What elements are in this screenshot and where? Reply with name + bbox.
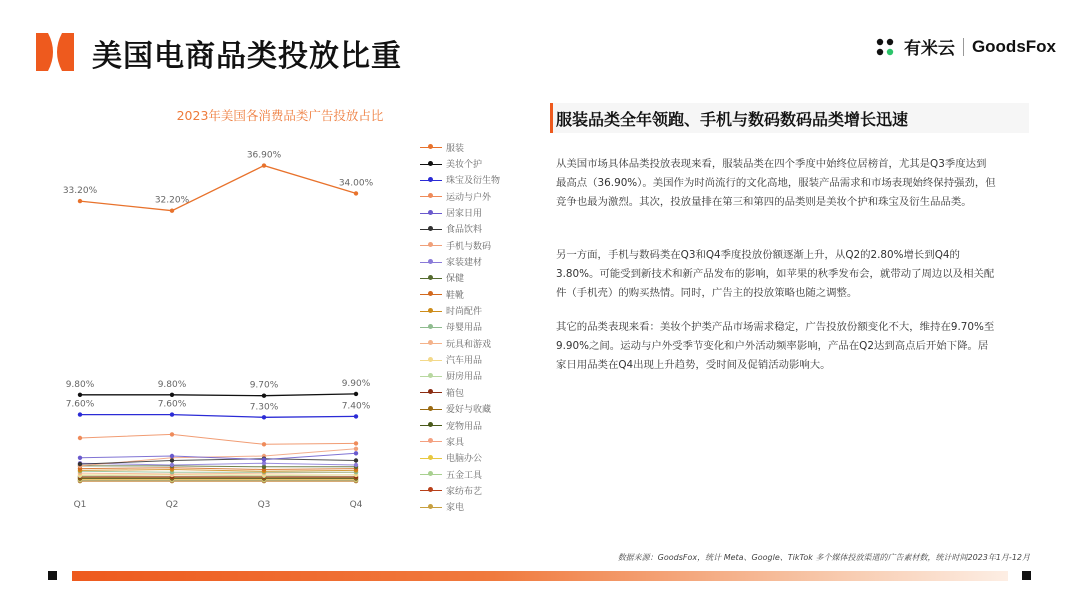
legend-item-2 [420,172,500,188]
data-point-7-3 [354,463,358,467]
legend-item-18 [420,433,500,449]
legend-label-20: 五金工具 [446,470,483,481]
legend-swatch-6 [420,240,442,250]
brand-logos [874,34,1056,59]
youmiyun-logo-icon [874,36,896,58]
series-line-2 [80,415,356,418]
data-point-0-0 [78,199,82,203]
data-label-0-0: 33.20% [62,186,98,197]
brand-goodsfox: GoodsFox [971,36,1056,56]
legend-item-8 [420,270,500,286]
legend-item-6 [420,237,500,253]
legend-swatch-2 [420,175,442,185]
legend-label-3: 运动与户外 [446,192,492,203]
data-point-4-3 [354,451,358,455]
legend-swatch-3 [420,191,442,201]
legend-label-22: 家电 [446,503,465,514]
legend-item-0 [420,139,500,155]
footer-gradient-bar [72,571,1008,581]
data-label-2-1: 7.60% [157,399,187,410]
data-label-0-3: 34.00% [338,178,374,189]
legend-swatch-19 [420,453,442,463]
legend-label-21: 家纺布艺 [446,486,483,497]
legend-swatch-5 [420,224,442,234]
legend-label-17: 宠物用品 [446,421,483,432]
footer-square-right [1022,571,1031,580]
data-point-0-1 [170,209,174,213]
data-point-5-3 [354,458,358,462]
data-point-2-2 [262,415,266,419]
data-label-2-3: 7.40% [341,401,371,412]
legend-swatch-1 [420,159,442,169]
legend-item-15 [420,384,500,400]
brand-divider [963,38,964,56]
legend-item-12 [420,335,500,351]
legend-item-10 [420,302,500,318]
data-point-1-1 [170,393,174,397]
legend-swatch-9 [420,289,442,299]
legend-label-12: 玩具和游戏 [446,339,492,350]
legend-item-21 [420,482,500,498]
legend-label-16: 爱好与收藏 [446,405,492,416]
legend-label-7: 家装建材 [446,258,483,269]
legend-item-3 [420,188,500,204]
page-title: 美国电商品类投放比重 [92,39,402,74]
data-label-0-2: 36.90% [246,150,282,161]
legend-swatch-22 [420,502,442,512]
summary-paragraph-3: 其它的品类表现来看：美妆个护类产品市场需求稳定，广告投放份额变化不大，维持在9.70%至9.90%之间。运动与户外受季节变化和户外活动频率影响，产品在Q2达到高点后开始下降。居家日用品类在Q4出现上升趋势，受时间及促销活动影响大。 [556,321,995,371]
summary-heading: 服装品类全年领跑、手机与数码数码品类增长迅速 [556,110,909,129]
data-point-2-1 [170,412,174,416]
legend-swatch-0 [420,142,442,152]
legend-swatch-13 [420,355,442,365]
x-tick-label-2: Q3 [257,500,271,510]
x-tick-label-0: Q1 [73,500,87,510]
legend-label-2: 珠宝及衍生物 [446,176,501,187]
data-point-6-3 [354,447,358,451]
series-line-1 [80,394,356,396]
footer-square-left [48,571,57,580]
legend-item-22 [420,499,500,515]
data-point-7-1 [170,463,174,467]
data-point-3-2 [262,442,266,446]
data-label-1-0: 9.80% [65,379,95,390]
data-label-2-2: 7.30% [249,402,279,413]
data-point-2-0 [78,412,82,416]
legend-swatch-15 [420,387,442,397]
data-point-0-3 [354,191,358,195]
legend-item-20 [420,466,500,482]
legend-item-14 [420,368,500,384]
series-line-11 [80,471,356,472]
data-point-3-1 [170,432,174,436]
summary-paragraph-1: 从美国市场具体品类投放表现来看，服装品类在四个季度中始终位居榜首，尤其是Q3季度达到最高点（36.90%）。美国作为时尚流行的文化高地，服装产品需求和市场表现始终保持强劲，但竞争也最为激烈。其次，投放量排在第三和第四的品类则是美妆个护和珠宝及衍生品品类。 [556,158,996,208]
series-line-8 [80,466,356,467]
legend-swatch-18 [420,436,442,446]
legend-label-9: 鞋靴 [446,290,465,301]
summary-paragraph-2: 另一方面，手机与数码类在Q3和Q4季度投放份额逐渐上升，从Q2的2.80%增长到Q4的3.80%。可能受到新技术和新产品发布的影响，如苹果的秋季发布会，就带动了周边以及相关配件（手机壳）的购买热情。同时，广告主的投放策略也随之调整。 [556,249,995,299]
series-line-3 [80,434,356,444]
legend-swatch-20 [420,469,442,479]
legend-label-5: 食品饮料 [446,225,483,236]
legend-label-6: 手机与数码 [446,241,492,252]
legend-swatch-14 [420,371,442,381]
data-point-1-0 [78,393,82,397]
brand-logo-icon [36,33,74,71]
legend-item-1 [420,155,500,171]
data-point-3-3 [354,441,358,445]
legend-item-13 [420,351,500,367]
series-line-5 [80,459,356,464]
line-chart [60,128,380,518]
data-point-4-2 [262,457,266,461]
legend-item-19 [420,450,500,466]
legend-swatch-8 [420,273,442,283]
legend-label-8: 保健 [446,274,465,285]
legend-label-11: 母婴用品 [446,323,483,334]
legend-item-17 [420,417,500,433]
data-point-4-1 [170,454,174,458]
chart-legend [420,139,500,515]
legend-label-14: 厨房用品 [446,372,483,383]
legend-label-1: 美妆个护 [446,160,483,171]
data-point-3-0 [78,436,82,440]
data-point-0-2 [262,163,266,167]
x-tick-label-3: Q4 [349,500,363,510]
data-label-0-1: 32.20% [154,195,190,206]
x-tick-label-1: Q2 [165,500,179,510]
legend-label-4: 居家日用 [446,209,483,220]
legend-swatch-7 [420,257,442,267]
chart-title: 2023年美国各消费品类广告投放占比 [176,108,384,123]
data-point-1-2 [262,394,266,398]
legend-item-4 [420,204,500,220]
legend-item-5 [420,221,500,237]
data-label-1-2: 9.70% [249,380,279,391]
data-point-4-0 [78,456,82,460]
brand-youmiyun: 有米云 [903,39,955,59]
data-point-2-3 [354,414,358,418]
legend-label-0: 服装 [446,143,465,154]
data-point-5-1 [170,458,174,462]
series-line-0 [80,166,356,211]
legend-label-10: 时尚配件 [446,307,483,318]
series-line-7 [80,463,356,465]
data-point-5-0 [78,462,82,466]
legend-swatch-16 [420,404,442,414]
legend-swatch-21 [420,485,442,495]
legend-swatch-10 [420,306,442,316]
legend-swatch-12 [420,338,442,348]
legend-item-7 [420,253,500,269]
data-source-note: 数据来源：GoodsFox，统计 Meta、Google、TikTok 多个媒体投放渠道的广告素材数，统计时间2023年1月-12月 [617,553,1030,562]
series-line-10 [80,470,356,472]
legend-item-11 [420,319,500,335]
legend-label-15: 箱包 [446,388,465,399]
legend-label-18: 家具 [446,437,465,448]
legend-label-13: 汽车用品 [446,356,483,367]
legend-item-16 [420,401,500,417]
legend-swatch-4 [420,208,442,218]
series-line-9 [80,468,356,470]
data-label-1-3: 9.90% [341,378,371,389]
legend-item-9 [420,286,500,302]
data-label-2-0: 7.60% [65,399,95,410]
legend-swatch-11 [420,322,442,332]
data-point-1-3 [354,392,358,396]
legend-label-19: 电脑办公 [446,454,483,465]
data-label-1-1: 9.80% [157,379,187,390]
legend-swatch-17 [420,420,442,430]
